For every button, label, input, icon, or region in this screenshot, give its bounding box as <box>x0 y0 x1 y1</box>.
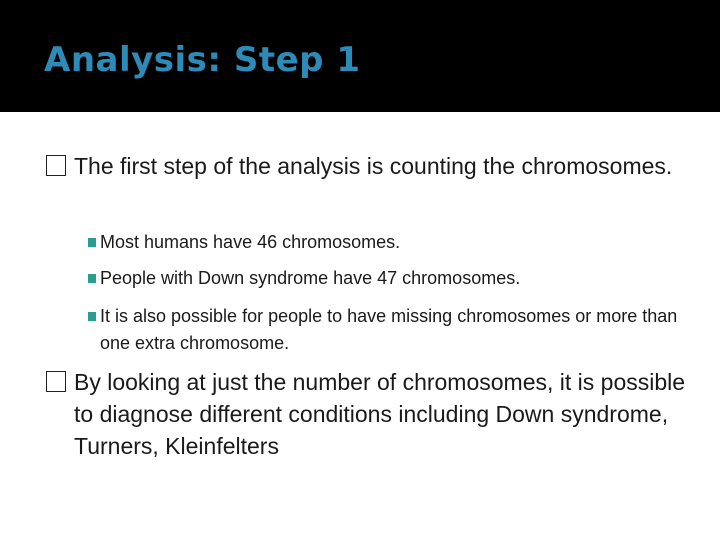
checkbox-bullet-icon <box>46 371 66 392</box>
square-bullet-icon <box>88 238 96 247</box>
square-bullet-icon <box>88 312 96 321</box>
square-bullet-icon <box>88 274 96 283</box>
sub-bullet-text-3: It is also possible for people to have missing chromosomes or more than one extra chromosome. <box>100 306 678 353</box>
bullet-item-1 <box>48 150 688 182</box>
slide-title: Analysis: Step 1 <box>44 40 361 80</box>
sub-bullet-1 <box>88 229 688 256</box>
checkbox-bullet-icon <box>46 155 66 176</box>
bullet-text-1: The first step of the analysis is counting the chromosomes. <box>74 153 673 179</box>
bullet-text-2: By looking at just the number of chromosomes, it is possible to diagnose different conditions including Down syndrome, Turners, Kleinfelters <box>74 369 686 459</box>
sub-bullet-3 <box>88 303 688 357</box>
sub-bullet-2 <box>88 265 688 292</box>
sub-bullet-text-2: People with Down syndrome have 47 chromosomes. <box>100 268 521 288</box>
sub-bullet-text-1: Most humans have 46 chromosomes. <box>100 232 401 252</box>
bullet-item-2 <box>48 366 688 462</box>
